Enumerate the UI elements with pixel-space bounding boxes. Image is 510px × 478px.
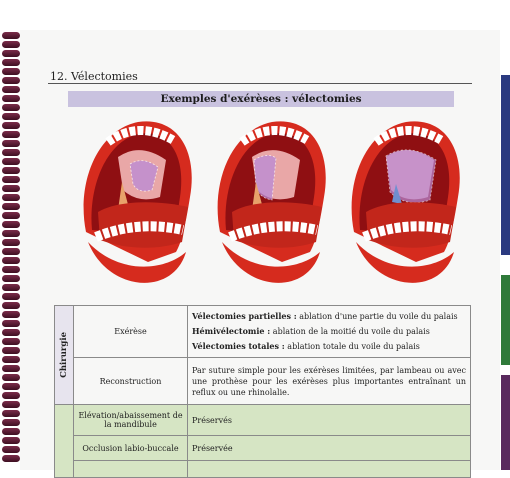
spiral-coil <box>2 59 20 66</box>
spiral-coil <box>2 437 20 444</box>
spiral-coil <box>2 410 20 417</box>
spiral-coil <box>2 347 20 354</box>
spiral-coil <box>2 284 20 291</box>
reconstruction-text: Par suture simple pour les exérèses limitées, par lambeau ou avec une prothèse pour les exérèses plus importantes entraînant un reflux ou une rhinolalie. <box>188 358 471 405</box>
spiral-coil <box>2 392 20 399</box>
spiral-coil <box>2 50 20 57</box>
table-row <box>55 461 471 478</box>
spiral-coil <box>2 446 20 453</box>
occlusion-label: Occlusion labio-buccale <box>74 436 188 461</box>
figure-banner: Exemples d'exérèses : vélectomies <box>68 91 454 107</box>
mouth-drawing <box>218 121 326 283</box>
spiral-coil <box>2 356 20 363</box>
spiral-coil <box>2 131 20 138</box>
mandibule-value: Préservés <box>188 405 471 436</box>
spiral-coil <box>2 266 20 273</box>
title-divider <box>48 83 472 84</box>
edge-tab-blue <box>501 75 510 255</box>
section-title: 12. Vélectomies <box>50 70 138 83</box>
table-row <box>55 306 471 358</box>
spiral-coil <box>2 365 20 372</box>
edge-tab-purple <box>501 375 510 470</box>
mouth-drawing <box>84 121 192 283</box>
spiral-coil <box>2 140 20 147</box>
spiral-coil <box>2 158 20 165</box>
empty-cell <box>188 461 471 478</box>
table-row <box>55 358 471 405</box>
spiral-coil <box>2 68 20 75</box>
blank-header <box>55 405 74 478</box>
list-item: Vélectomies partielles : ablation d'une partie du voile du palais <box>192 311 458 321</box>
spiral-coil <box>2 419 20 426</box>
mouth-illustration-total <box>346 112 474 297</box>
spiral-coil <box>2 320 20 327</box>
spiral-coil <box>2 185 20 192</box>
spiral-coil <box>2 95 20 102</box>
mouth-illustration-partial <box>78 112 206 297</box>
spiral-coil <box>2 239 20 246</box>
spiral-coil <box>2 221 20 228</box>
spiral-coil <box>2 329 20 336</box>
spiral-coil <box>2 149 20 156</box>
list-item: Hémivélectomie : ablation de la moitié du voile du palais <box>192 326 430 336</box>
reconstruction-label: Reconstruction <box>74 358 188 405</box>
spiral-coil <box>2 176 20 183</box>
spiral-coil <box>2 455 20 462</box>
spiral-coil <box>2 248 20 255</box>
occlusion-value: Préservée <box>188 436 471 461</box>
spiral-coil <box>2 212 20 219</box>
edge-tab-green <box>501 275 510 365</box>
spiral-coil <box>2 293 20 300</box>
table-row <box>55 405 471 436</box>
spiral-coil <box>2 302 20 309</box>
spiral-coil <box>2 113 20 120</box>
spiral-coil <box>2 203 20 210</box>
empty-cell <box>74 461 188 478</box>
spiral-coil <box>2 230 20 237</box>
spiral-coil <box>2 311 20 318</box>
spiral-coil <box>2 41 20 48</box>
spiral-coil <box>2 374 20 381</box>
spiral-coil <box>2 122 20 129</box>
spiral-coil <box>2 275 20 282</box>
spiral-coil <box>2 338 20 345</box>
list-item: Vélectomies totales : ablation totale du voile du palais <box>192 341 420 351</box>
spiral-coil <box>2 167 20 174</box>
spiral-coil <box>2 401 20 408</box>
chirurgie-header: Chirurgie <box>55 306 74 405</box>
spiral-coil <box>2 383 20 390</box>
mandibule-label: Elévation/abaissement de la mandibule <box>74 405 188 436</box>
spiral-coil <box>2 194 20 201</box>
table-row <box>55 436 471 461</box>
surgery-table <box>54 305 471 478</box>
spiral-coil <box>2 104 20 111</box>
spiral-coil <box>2 77 20 84</box>
spiral-coil <box>2 428 20 435</box>
exerese-label: Exérèse <box>74 306 188 358</box>
spiral-coil <box>2 86 20 93</box>
spiral-coil <box>2 32 20 39</box>
mouth-drawing <box>352 121 460 283</box>
spiral-binding <box>0 32 22 470</box>
exerese-content <box>188 306 471 358</box>
mouth-illustration-hemi <box>212 112 340 297</box>
spiral-coil <box>2 257 20 264</box>
